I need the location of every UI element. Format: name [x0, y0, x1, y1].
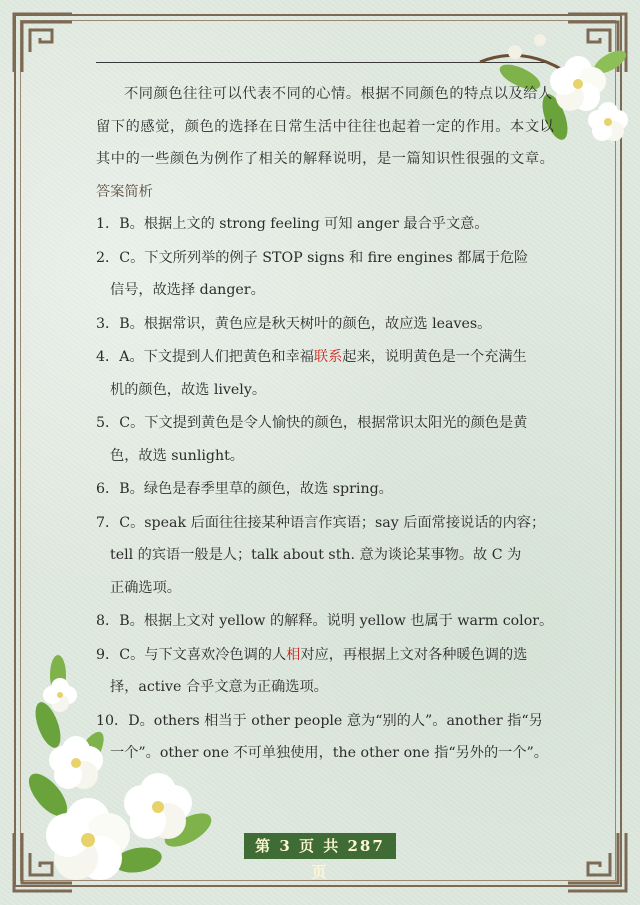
document-body	[96, 78, 556, 770]
page-number: 第 3 页 共 287 页	[244, 833, 396, 859]
answer-item: 10．D。others 相当于 other people 意为“别的人”。another 指“另 一个”。other one 不可单独使用，the other one 指“另外的一个”。	[96, 712, 548, 761]
answer-item: 6．B。绿色是春季里草的颜色，故选 spring。	[96, 481, 393, 497]
answer-item: 9．C。与下文喜欢冷色调的人相对应，再根据上文对各种暖色调的选 择，active 合乎文意为正确选项。	[96, 646, 528, 695]
highlighted-word: 相	[286, 646, 301, 663]
highlighted-word: 联系	[313, 349, 343, 365]
corner-ornament	[562, 827, 632, 897]
answer-item: 5．C。下文提到黄色是令人愉快的颜色，根据常识太阳光的颜色是黄 色，故选 sunlight。	[96, 415, 528, 464]
section-title: 答案简析	[96, 183, 153, 200]
answer-item: 8．B。根据上文对 yellow 的解释。说明 yellow 也属于 warm color。	[96, 613, 554, 629]
intro-paragraph: 不同颜色往往可以代表不同的心情。根据不同颜色的特点以及给人留下的感觉，颜色的选择在日常生活中往往也起着一定的作用。本文以其中的一些颜色为例作了相关的解释说明，是一篇知识性很强的文章。	[96, 86, 555, 167]
answer-item: 1．B。根据上文的 strong feeling 可知 anger 最合乎文意。	[96, 216, 489, 232]
answer-item: 2．C。下文所列举的例子 STOP signs 和 fire engines 都属于危险 信号，故选择 danger。	[96, 249, 529, 298]
answer-item: 7．C。speak 后面往往接某种语言作宾语；say 后面常接说话的内容； tell 的宾语一般是人；talk about sth. 意为谈论某事物。故 C 为 正确选项。	[96, 514, 546, 596]
corner-ornament	[8, 8, 78, 78]
answer-item: 3．B。根据常识，黄色应是秋天树叶的颜色，故应选 leaves。	[96, 315, 492, 332]
answer-item: 4．A。下文提到人们把黄色和幸福联系起来，说明黄色是一个充满生 机的颜色，故选 lively。	[96, 349, 527, 398]
